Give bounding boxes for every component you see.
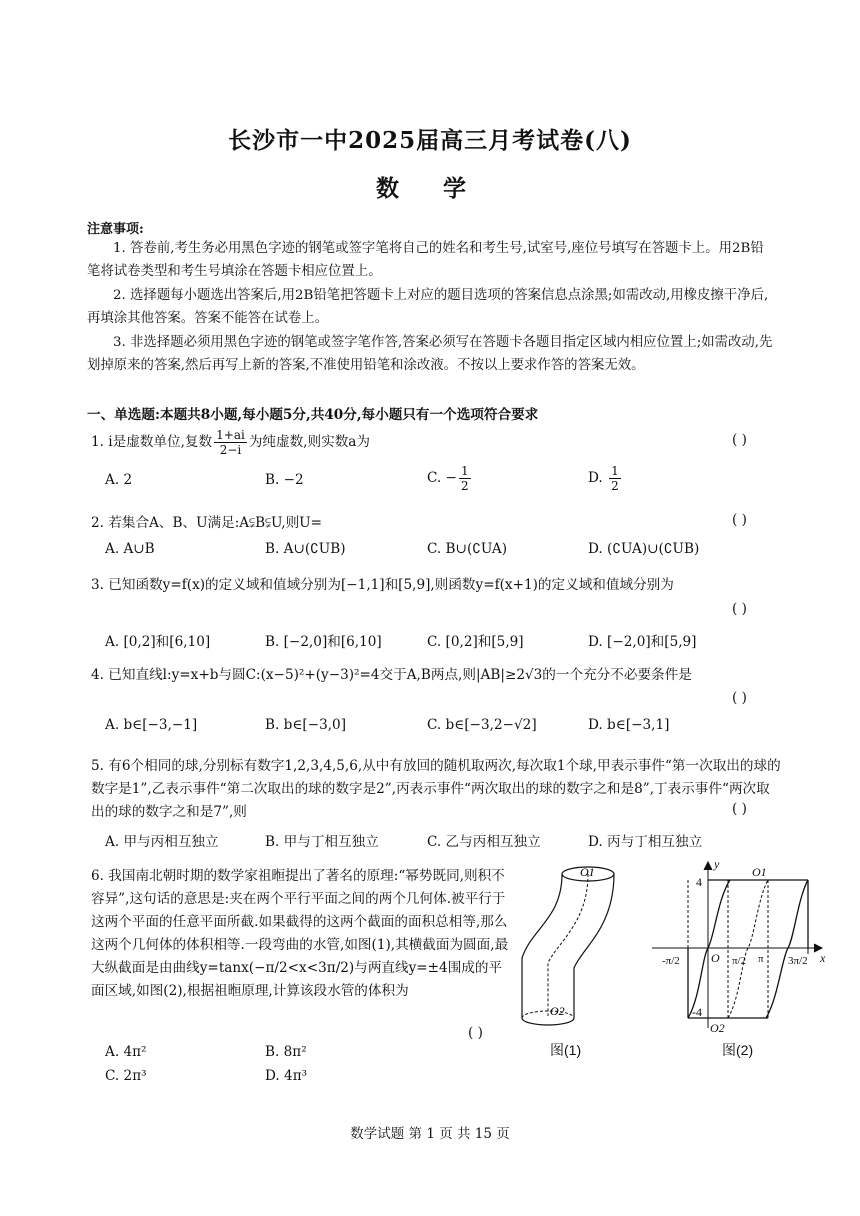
- section-heading: 一、单选题:本题共8小题,每小题5分,共40分,每小题只有一个选项符合要求: [87, 407, 539, 423]
- answer-paren-6: ( ): [468, 1025, 483, 1041]
- q6-option-b: B. 8π²: [265, 1044, 307, 1060]
- notice-heading: 注意事项:: [87, 222, 144, 237]
- question-6-stem: 6. 我国南北朝时期的数学家祖暅提出了著名的原理:“幂势既同,则积不容异”,这句话的意思是:夹在两个平行平面之间的两个几何体.被平行于这两个平面的任意平面所截.如果截得的这两个截面的面积总相等,那么这两个几何体的体积相等.一段弯曲的水管,如图(1),其横截面为圆面,最大纵截面是由曲线y=tanx(−π/2<x<3π/2)与两直线y=±4围成的平面区域,如图(2),根据祖暅原理,计算该段水管的体积为: [91, 868, 509, 999]
- q1-fraction: $\frac{1+ai}{2-i}$: [216, 428, 245, 457]
- q1-option-d: D. $\frac{1}{2}$: [588, 464, 619, 493]
- q3-option-b: B. [−2,0]和[6,10]: [265, 634, 382, 650]
- q1-option-c: C. − $\frac{1}{2}$: [427, 464, 469, 493]
- answer-paren-5: ( ): [732, 801, 747, 817]
- fig2-o1: O1: [752, 865, 767, 879]
- q5-option-a: A. 甲与丙相互独立: [105, 834, 219, 850]
- fig2-tick-pi: π: [758, 953, 764, 965]
- fig1-bottom-label: O2: [550, 1004, 565, 1018]
- answer-paren-1: ( ): [732, 432, 747, 448]
- fig2-origin: O: [711, 951, 720, 965]
- q3-option-d: D. [−2,0]和[5,9]: [588, 634, 697, 650]
- q2-option-d: D. (∁UA)∪(∁UB): [588, 541, 700, 557]
- fig2-o2: O2: [710, 1021, 725, 1035]
- q4-option-a: A. b∈[−3,−1]: [105, 717, 198, 733]
- fig2-tick-3half-pi: 3π/2: [788, 955, 808, 967]
- subject-title: 数 学: [375, 175, 484, 202]
- q4-option-b: B. b∈[−3,0]: [265, 717, 347, 733]
- q3-option-a: A. [0,2]和[6,10]: [105, 634, 211, 650]
- fig2-y-top: 4: [696, 875, 702, 889]
- q5-option-d: D. 丙与丁相互独立: [588, 834, 703, 850]
- question-4-stem: 4. 已知直线l:y=x+b与圆C:(x−5)²+(y−3)²=4交于A,B两点,则|AB|≥2√3的一个充分不必要条件是: [91, 667, 692, 683]
- page-title: 长沙市一中2025届高三月考试卷(八): [228, 127, 632, 154]
- question-2-stem: 2. 若集合A、B、U满足:A⫋B⫋U,则U=: [91, 515, 323, 531]
- fig2-y-bottom: -4: [692, 1005, 702, 1019]
- q5-option-c: C. 乙与丙相互独立: [427, 834, 541, 850]
- q6-option-d: D. 4π³: [265, 1068, 308, 1084]
- answer-paren-4: ( ): [732, 690, 747, 706]
- q4-option-d: D. b∈[−3,1]: [588, 717, 670, 733]
- q6-option-a: A. 4π²: [105, 1044, 147, 1060]
- fig2-x-label: x: [820, 951, 826, 965]
- question-1-stem: 1. i是虚数单位,复数 $\frac{1+ai}{2-i}$ 为纯虚数,则实数a为: [91, 428, 370, 457]
- fig1-top-label: O1: [580, 865, 595, 879]
- q6-option-c: C. 2π³: [105, 1068, 147, 1084]
- fig2-y-label: y: [714, 858, 720, 871]
- page-footer: 数学试题 第 1 页 共 15 页: [350, 1126, 510, 1142]
- q1-option-b: B. −2: [265, 472, 304, 488]
- q3-option-c: C. [0,2]和[5,9]: [427, 634, 524, 650]
- q4-option-c: C. b∈[−3,2−√2]: [427, 717, 537, 733]
- figure-1-caption: 图(1): [550, 1042, 582, 1058]
- figure-1-pipe: [512, 858, 622, 1036]
- answer-paren-2: ( ): [732, 512, 747, 528]
- notice-item-1: 1. 答卷前,考生务必用黑色字迹的钢笔或签字笔将自己的姓名和考生号,试室号,座位号填写在答题卡上。用2B铅笔将试卷类型和考生号填涂在答题卡相应位置上。: [87, 241, 764, 279]
- figure-2-caption: 图(2): [722, 1042, 754, 1058]
- q1-option-a: A. 2: [105, 472, 133, 488]
- notice-item-3: 3. 非选择题必须用黑色字迹的钢笔或签字笔作答,答案必须写在答题卡各题目指定区域内相应位置上;如需改动,先划掉原来的答案,然后再写上新的答案,不准使用铅笔和涂改液。不按以上要求作答的答案无效。: [87, 335, 773, 373]
- figure-2-graph: [648, 858, 832, 1036]
- question-3-stem: 3. 已知函数y=f(x)的定义域和值域分别为[−1,1]和[5,9],则函数y=f(x+1)的定义域和值域分别为: [91, 577, 674, 593]
- q2-option-b: B. A∪(∁UB): [265, 541, 346, 557]
- fig2-tick-half-pi: π/2: [732, 955, 747, 967]
- answer-paren-3: ( ): [732, 601, 747, 617]
- q5-option-b: B. 甲与丁相互独立: [265, 834, 379, 850]
- notice-item-2: 2. 选择题每小题选出答案后,用2B铅笔把答题卡上对应的题目选项的答案信息点涂黑;如需改动,用橡皮擦干净后,再填涂其他答案。答案不能答在试卷上。: [87, 288, 769, 326]
- q2-option-c: C. B∪(∁UA): [427, 541, 508, 557]
- fig2-tick-neg-half-pi: -π/2: [662, 955, 680, 967]
- question-5-stem: 5. 有6个相同的球,分别标有数字1,2,3,4,5,6,从中有放回的随机取两次,每次取1个球,甲表示事件“第一次取出的球的数字是1”,乙表示事件“第二次取出的球的数字是2”,丙表示事件“两次取出的球的数字之和是8”,丁表示事件“两次取出的球的数字之和是7”,则: [91, 758, 781, 820]
- q2-option-a: A. A∪B: [105, 541, 155, 557]
